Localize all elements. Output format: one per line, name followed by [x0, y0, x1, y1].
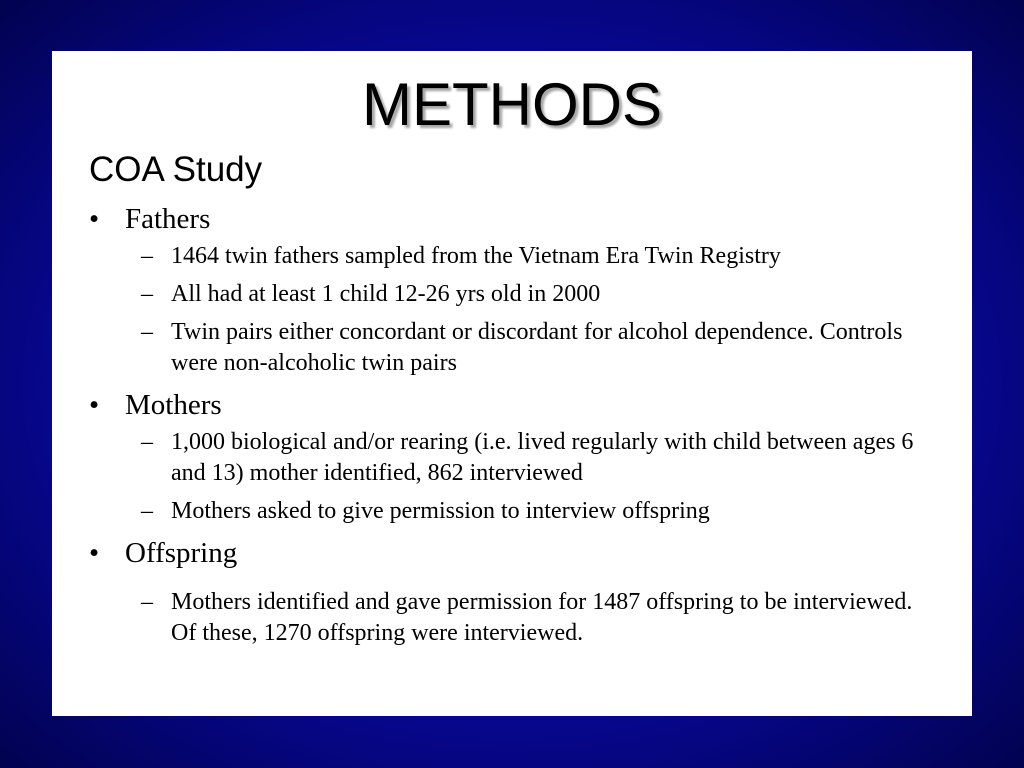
dash-glyph: –: [141, 589, 153, 615]
bullet-glyph: •: [89, 389, 100, 421]
bullet-label: Offspring: [125, 537, 238, 569]
dash-glyph: –: [141, 281, 153, 307]
sub-list-offspring: [89, 587, 942, 649]
sub-item-text: Mothers asked to give permission to interview offspring: [171, 498, 710, 524]
bullet-glyph: •: [89, 203, 100, 235]
bullet-offspring: [89, 535, 942, 571]
slide-title: METHODS: [362, 71, 662, 138]
dash-glyph: –: [141, 243, 153, 269]
sub-item-text: Mothers identified and gave permission for 1487 offspring to be interviewed. Of these, 1270 offspring were interviewed.: [171, 589, 913, 646]
dash-glyph: –: [141, 429, 153, 455]
slide-subtitle: COA Study: [89, 150, 263, 189]
bullet-label: Mothers: [125, 389, 222, 421]
sub-item: [89, 279, 942, 310]
sub-list-fathers: [89, 241, 942, 379]
sub-item-text: All had at least 1 child 12-26 yrs old in 2000: [171, 281, 601, 307]
dash-glyph: –: [141, 319, 153, 345]
sub-item: [89, 427, 942, 489]
spacer: [89, 571, 942, 583]
slide-content: [89, 201, 942, 657]
sub-item-text: Twin pairs either concordant or discordant for alcohol dependence. Controls were non-alcoholic twin pairs: [171, 319, 903, 376]
sub-item: [89, 241, 942, 272]
slide-panel: [52, 51, 972, 716]
bullet-fathers: [89, 201, 942, 237]
sub-list-mothers: [89, 427, 942, 527]
sub-item: [89, 317, 942, 379]
bullet-glyph: •: [89, 537, 100, 569]
sub-item: [89, 587, 942, 649]
bullet-mothers: [89, 387, 942, 423]
sub-item-text: 1,000 biological and/or rearing (i.e. lived regularly with child between ages 6 and 13) mother identified, 862 interviewed: [171, 429, 914, 486]
bullet-label: Fathers: [125, 203, 211, 235]
sub-item: [89, 496, 942, 527]
sub-item-text: 1464 twin fathers sampled from the Vietnam Era Twin Registry: [171, 243, 781, 269]
dash-glyph: –: [141, 498, 153, 524]
